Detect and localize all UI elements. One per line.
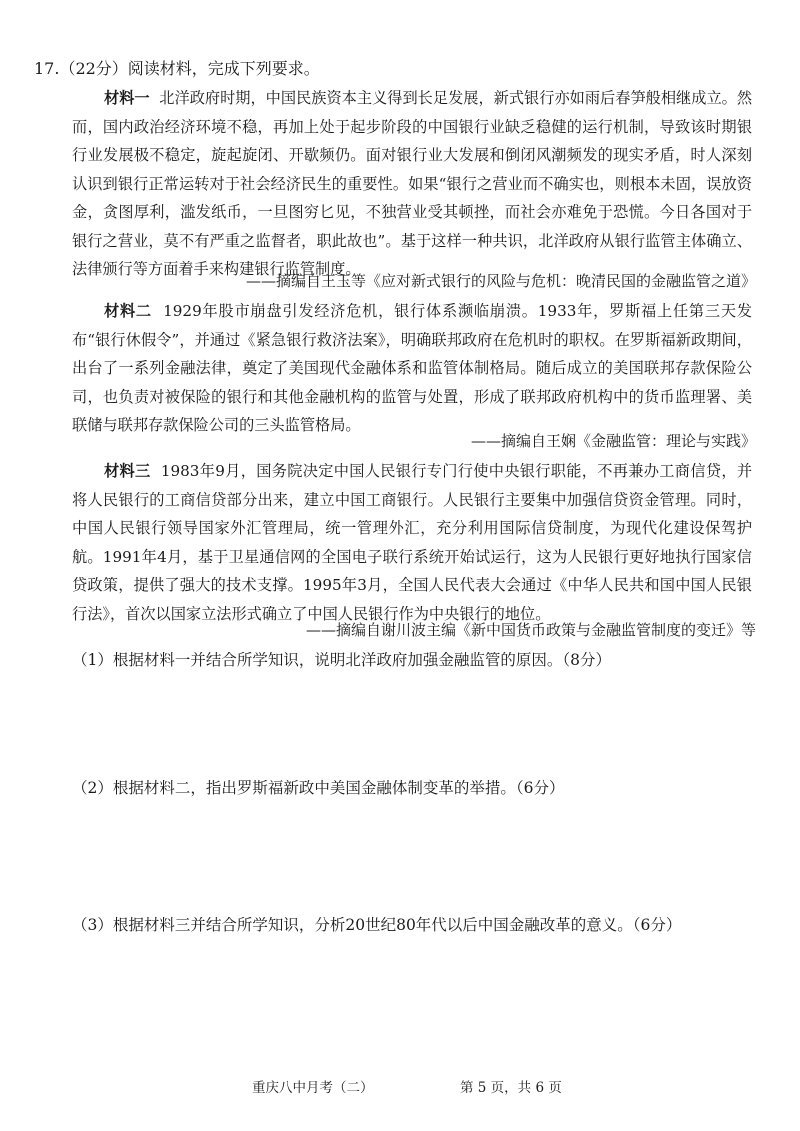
question-header: 17.（22分）阅读材料，完成下列要求。 bbox=[34, 59, 320, 78]
sub-question-2: （2）根据材料二，指出罗斯福新政中美国金融体制变革的举措。（6分） bbox=[72, 779, 565, 797]
material-one bbox=[72, 84, 752, 284]
sub-question-1: （1）根据材料一并结合所学知识，说明北洋政府加强金融监管的原因。（8分） bbox=[72, 651, 611, 669]
material-three bbox=[72, 457, 752, 628]
footer-exam-name: 重庆八中月考（二） bbox=[252, 1080, 374, 1096]
material-three-label: 材料三 bbox=[104, 462, 151, 480]
material-two bbox=[72, 297, 752, 440]
material-one-source: ——摘编自王玉等《应对新式银行的风险与危机：晚清民国的金融监管之道》 bbox=[245, 272, 756, 290]
material-three-text: 1983年9月，国务院决定中国人民银行专门行使中央银行职能，不再兼办工商信贷，并将人民银行的工商信贷部分出来，建立中国工商银行。人民银行主要集中加强信贷资金管理。同时，中国人民银行领导国家外汇管理局，统一管理外汇，充分利用国际信贷制度，为现代化建设保驾护航。1991年4月，基于卫星通信网的全国电子联行系统开始试运行，这为人民银行更好地执行国家信贷政策，提供了强大的技术支撑。1995年3月，全国人民代表大会通过《中华人民共和国中国人民银行法》，首次以国家立法形式确立了中国人民银行作为中央银行的地位。 bbox=[72, 462, 753, 623]
material-two-text: 1929年股市崩盘引发经济危机，银行体系濒临崩溃。1933年，罗斯福上任第三天发布“银行休假令”，并通过《紧急银行救济法案》，明确联邦政府在危机时的职权。在罗斯福新政期间，出台了一系列金融法律，奠定了美国现代金融体系和监管体制格局。随后成立的美国联邦存款保险公司，也负责对被保险的银行和其他金融机构的监管与处置，形成了联邦政府机构中的货币监理署、美联储与联邦存款保险公司的三头监管格局。 bbox=[72, 302, 753, 434]
material-two-source: ——摘编自王娴《金融监管：理论与实践》 bbox=[470, 432, 756, 450]
sub-question-3: （3）根据材料三并结合所学知识，分析20世纪80年代以后中国金融改革的意义。（6分） bbox=[72, 916, 682, 934]
material-two-label: 材料二 bbox=[104, 302, 152, 320]
material-one-text: 北洋政府时期，中国民族资本主义得到长足发展，新式银行亦如雨后春笋般相继成立。然而，国内政治经济环境不稳，再加上处于起步阶段的中国银行业缺乏稳健的运行机制，导致该时期银行业发展极不稳定，旋起旋闭、开歇频仍。面对银行业大发展和倒闭风潮频发的现实矛盾，时人深刻认识到银行正常运转对于社会经济民生的重要性。如果“银行之营业而不确实也，则根本未固，误放资金，贪图厚利，滥发纸币，一旦图穷匕见，不独营业受其顿挫，而社会亦难免于恐慌。今日各国对于银行之营业，莫不有严重之监督者，职此故也”。基于这样一种共识，北洋政府从银行监管主体确立、法律颁行等方面着手来构建银行监管制度。 bbox=[72, 89, 753, 278]
material-one-label: 材料一 bbox=[104, 89, 150, 107]
footer-page-info: 第 5 页，共 6 页 bbox=[460, 1080, 562, 1096]
material-three-source: ——摘编自谢川波主编《新中国货币政策与金融监管制度的变迁》等 bbox=[305, 621, 756, 639]
